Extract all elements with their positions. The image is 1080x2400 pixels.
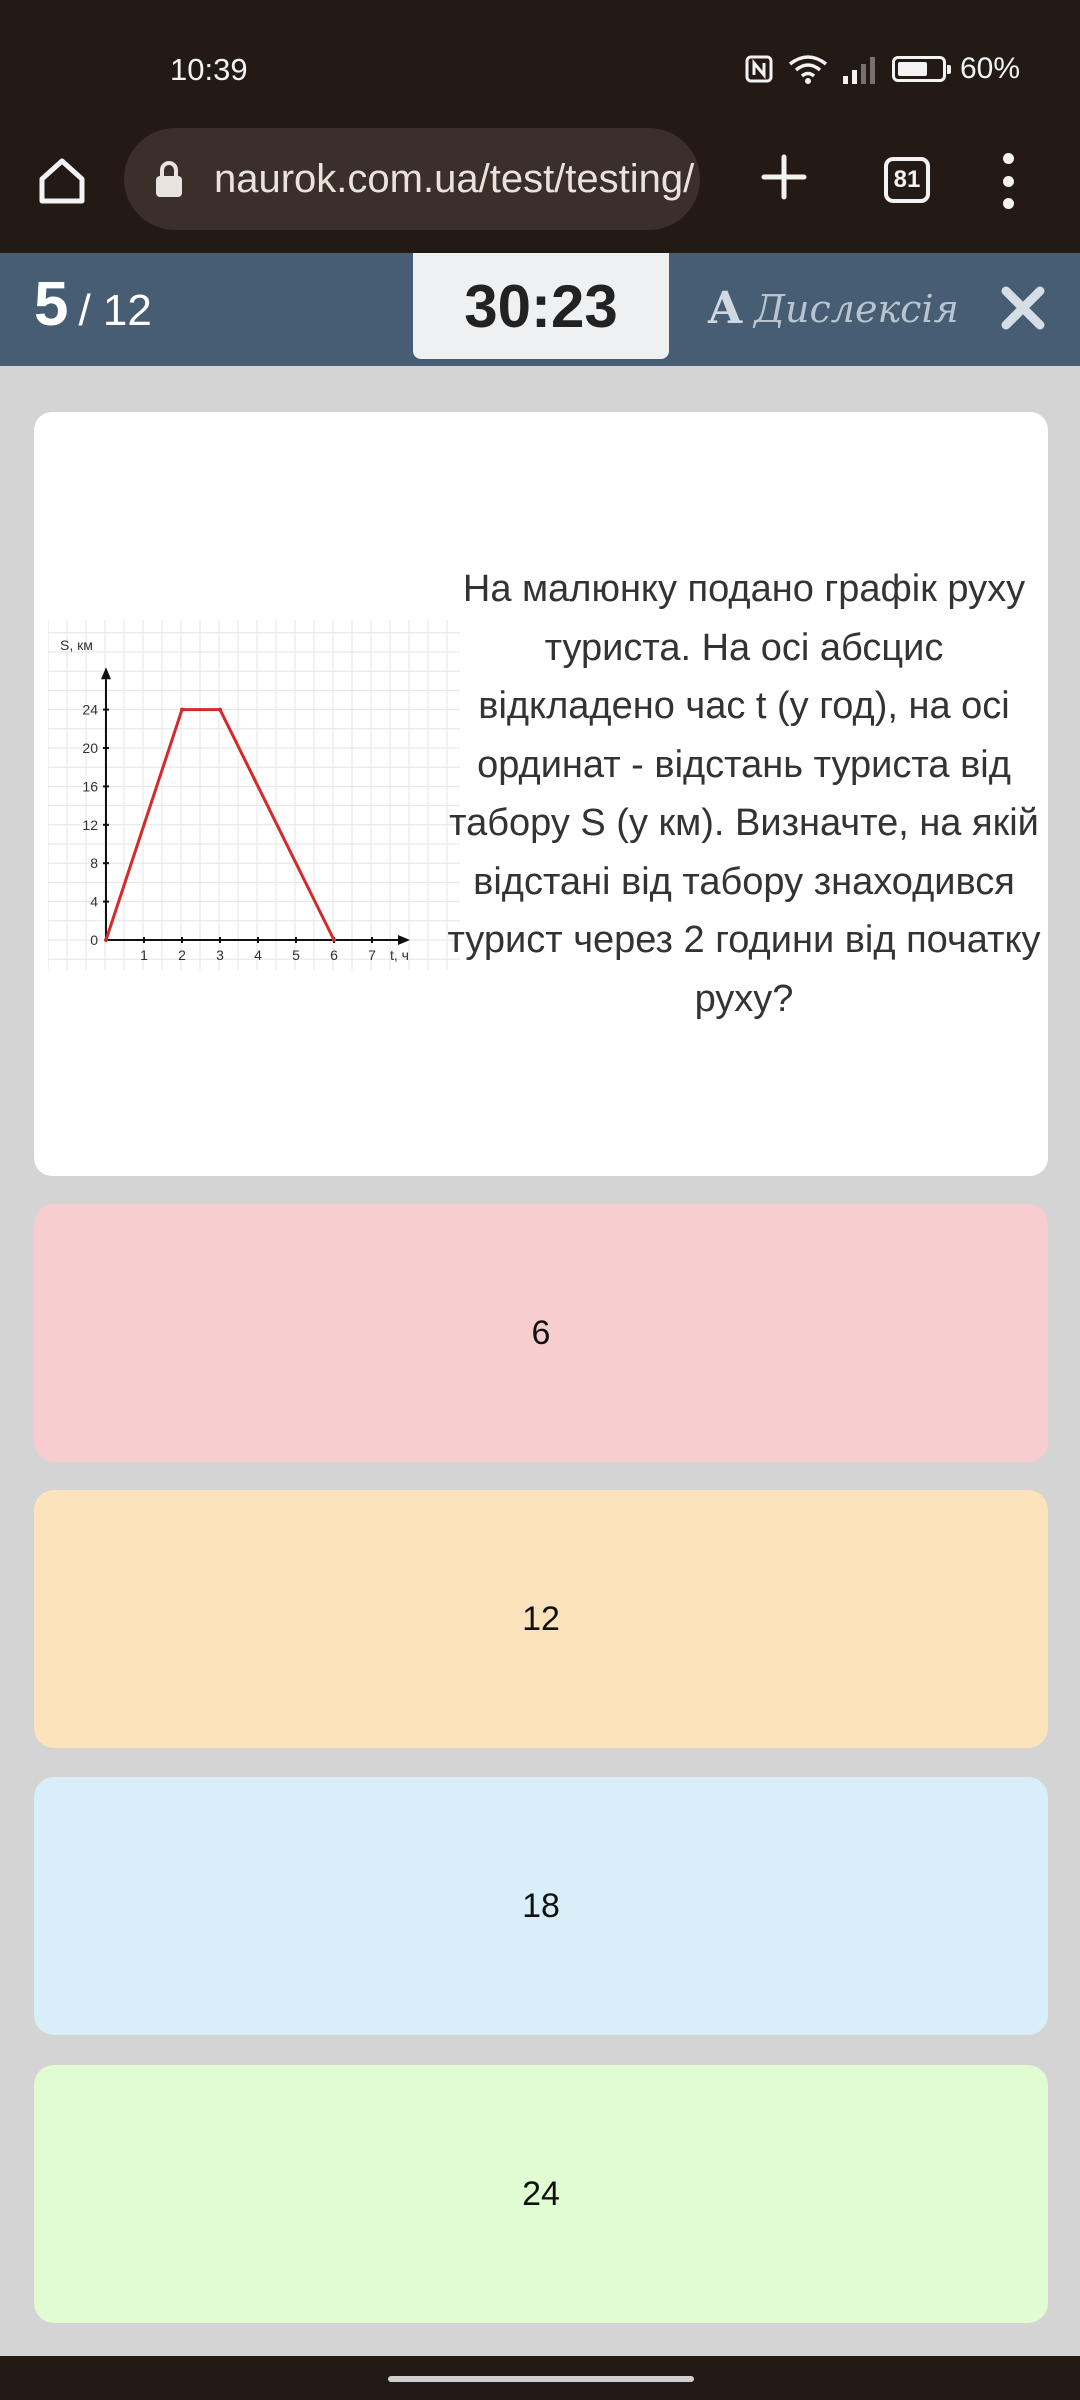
new-tab-button[interactable] bbox=[752, 145, 816, 209]
answer-option-1[interactable]: 6 bbox=[34, 1204, 1048, 1462]
x-tick-label: 6 bbox=[330, 947, 338, 963]
series-point bbox=[104, 938, 108, 942]
y-tick-label: 8 bbox=[90, 855, 98, 872]
question-card bbox=[34, 412, 1048, 1176]
battery-percent: 60% bbox=[959, 52, 1020, 85]
y-tick-label: 12 bbox=[82, 816, 98, 833]
x-axis-label: t, ч bbox=[390, 947, 409, 963]
question-text: На малюнку подано графік руху туриста. На осі абсцис відкладено час t (у год), на осі ординат - відстань туриста від табору S (у км). Визначте, на якій відстані від табору знаходився турист через 2 години від початку руху? bbox=[447, 568, 1041, 1020]
y-axis-arrow bbox=[101, 667, 111, 679]
answer-option-3[interactable]: 18 bbox=[34, 1777, 1048, 2035]
system-nav-bar bbox=[0, 2356, 1080, 2400]
url-text: naurok.com.ua/test/testing/ bbox=[214, 156, 695, 201]
font-icon: A bbox=[708, 283, 743, 334]
address-bar[interactable] bbox=[124, 128, 700, 230]
total-questions: / 12 bbox=[78, 286, 152, 335]
close-button[interactable] bbox=[998, 283, 1048, 333]
tab-switcher-button[interactable]: 81 bbox=[884, 157, 930, 203]
y-axis-label: S, км bbox=[60, 637, 93, 653]
dyslexia-label: Дислексія bbox=[754, 286, 959, 331]
distance-time-chart bbox=[48, 620, 460, 970]
wifi-icon bbox=[788, 54, 828, 84]
y-tick-label: 16 bbox=[82, 778, 98, 795]
y-tick-label: 24 bbox=[82, 701, 98, 718]
dot-icon bbox=[1003, 198, 1014, 209]
dot-icon bbox=[1003, 153, 1014, 164]
dyslexia-toggle[interactable] bbox=[708, 283, 959, 334]
status-time: 10:39 bbox=[170, 52, 248, 87]
gesture-handle[interactable] bbox=[388, 2376, 694, 2382]
x-tick-label: 2 bbox=[178, 947, 186, 963]
y-tick-label: 20 bbox=[82, 740, 98, 756]
x-tick-label: 5 bbox=[292, 947, 300, 963]
dot-icon bbox=[1003, 176, 1014, 187]
x-tick-label: 7 bbox=[368, 947, 376, 963]
home-button[interactable] bbox=[30, 149, 94, 213]
series-point bbox=[180, 708, 184, 712]
timer: 30:23 bbox=[413, 253, 669, 359]
status-icons bbox=[744, 52, 1020, 86]
browser-toolbar bbox=[0, 125, 1080, 253]
x-axis-arrow bbox=[398, 935, 410, 945]
status-bar bbox=[0, 0, 1080, 125]
x-tick-label: 4 bbox=[254, 947, 262, 963]
battery-icon bbox=[892, 56, 946, 82]
series-point bbox=[218, 708, 222, 712]
series-point bbox=[332, 938, 336, 942]
origin-label: 0 bbox=[90, 932, 98, 948]
more-menu-button[interactable] bbox=[996, 153, 1020, 209]
quiz-header bbox=[0, 253, 1080, 366]
nfc-icon bbox=[744, 54, 774, 84]
close-icon bbox=[998, 283, 1048, 333]
x-tick-label: 3 bbox=[216, 947, 224, 963]
signal-icon bbox=[842, 54, 878, 84]
answer-option-2[interactable]: 12 bbox=[34, 1490, 1048, 1748]
y-tick-label: 4 bbox=[90, 893, 98, 910]
x-tick-label: 1 bbox=[140, 947, 148, 963]
answer-option-4[interactable]: 24 bbox=[34, 2065, 1048, 2323]
home-icon bbox=[36, 155, 88, 207]
lock-icon bbox=[154, 159, 184, 199]
current-question-number: 5 bbox=[34, 270, 69, 339]
plus-icon bbox=[752, 145, 816, 209]
question-progress bbox=[34, 269, 152, 340]
